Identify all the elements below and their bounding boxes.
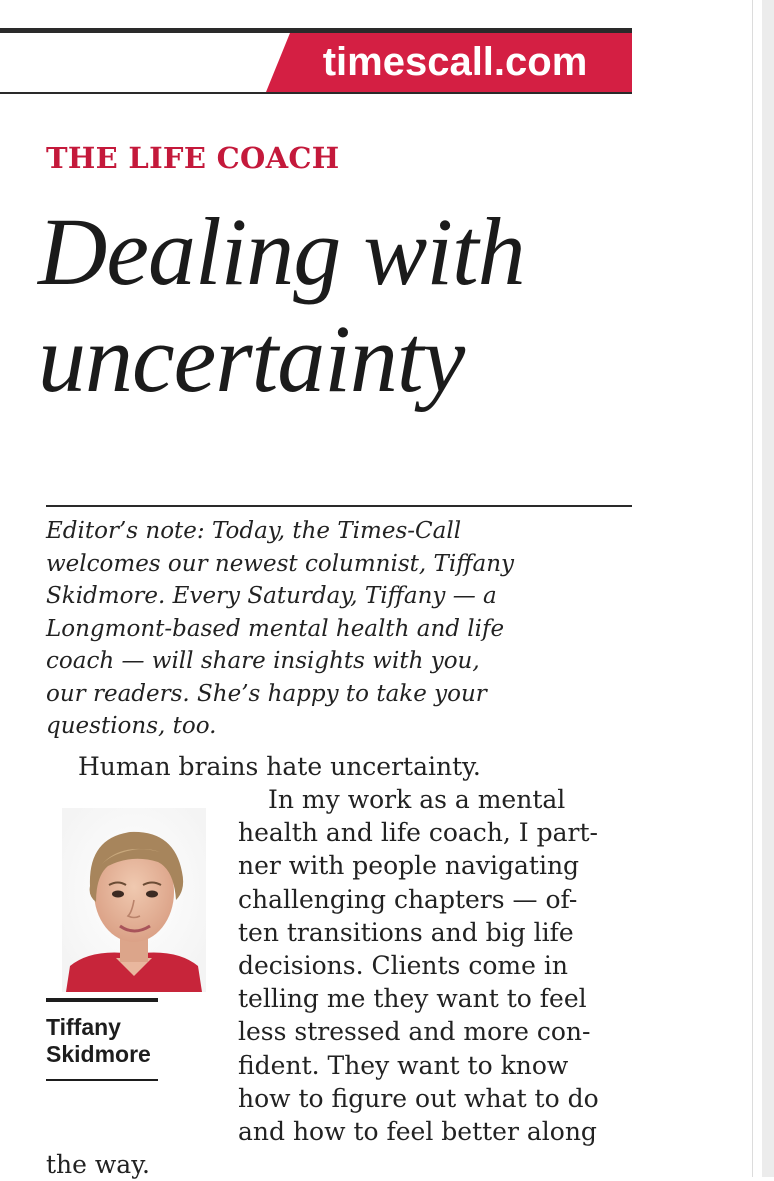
editor-note-line: questions, too. [46, 713, 217, 739]
page-edge-line [752, 0, 753, 1177]
editor-note-line: Skidmore. Every Saturday, Tiffany — a [46, 583, 497, 609]
headline-line: Dealing with [38, 198, 525, 305]
body-line: less stressed and more con- [238, 1017, 591, 1047]
masthead-top-rule [0, 28, 632, 33]
editor-note-line: Editor’s note: Today, the Times-Call [46, 518, 462, 544]
editor-note [46, 515, 636, 743]
body-line: challenging chapters — of- [238, 884, 578, 914]
headline [38, 198, 638, 412]
author-photo [62, 808, 206, 992]
headline-line: uncertainty [38, 305, 465, 412]
body-line: ten transitions and big life [238, 917, 574, 947]
body-continuation: the way. [46, 1150, 150, 1179]
masthead-url: timescall.com [322, 40, 588, 84]
page-edge [762, 0, 774, 1177]
editor-note-line: Longmont-based mental health and life [46, 615, 505, 642]
body-line: telling me they want to feel [238, 984, 587, 1014]
author-name-line: Tiffany [46, 1014, 121, 1040]
body-line: ner with people navigating [238, 851, 580, 881]
section-kicker: THE LIFE COACH [46, 141, 340, 175]
author-rule-top [46, 998, 158, 1002]
body-line: decisions. Clients come in [238, 951, 568, 981]
body-line: In my work as a mental [268, 785, 566, 814]
masthead-bottom-rule [0, 92, 632, 94]
first-paragraph: Human brains hate uncertainty. [78, 752, 481, 781]
author-byline [46, 1014, 206, 1068]
author-rule-bottom [46, 1079, 158, 1081]
editor-note-line: coach — will share insights with you, [46, 648, 480, 674]
body-line: health and life coach, I part- [238, 818, 598, 848]
body-line: and how to feel better along [238, 1117, 597, 1147]
body-line: how to figure out what to do [238, 1083, 599, 1113]
editor-note-line: welcomes our newest columnist, Tiffany [46, 550, 515, 577]
body-column [238, 783, 638, 1148]
headline-separator-rule [46, 505, 632, 507]
author-portrait-image [62, 808, 206, 992]
author-name-line: Skidmore [46, 1041, 151, 1067]
editor-note-line: our readers. She’s happy to take your [46, 680, 487, 707]
body-line: fident. They want to know [238, 1050, 569, 1080]
